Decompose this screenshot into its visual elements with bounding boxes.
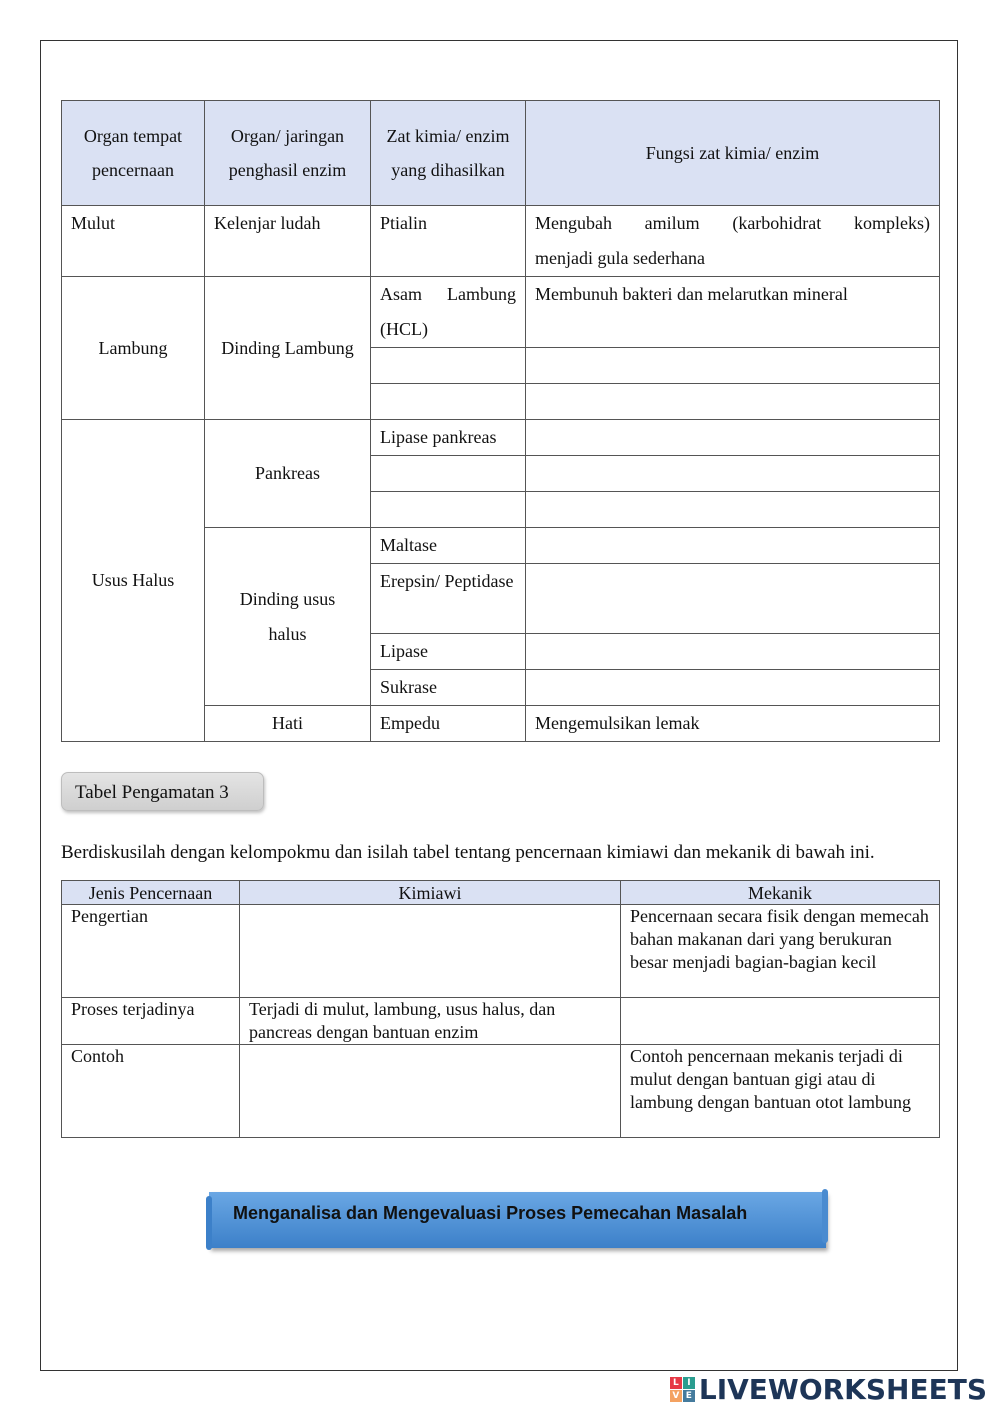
enzyme-blank[interactable] bbox=[371, 456, 526, 492]
enzyme-word: Asam bbox=[380, 284, 422, 304]
gland-hati: Hati bbox=[205, 706, 371, 742]
function-blank[interactable] bbox=[526, 528, 940, 564]
enzyme-ptialin: Ptialin bbox=[371, 206, 526, 277]
liveworksheets-logo-icon bbox=[670, 1377, 695, 1402]
enzyme-sukrase: Sukrase bbox=[371, 670, 526, 706]
organ-mulut: Mulut bbox=[62, 206, 205, 277]
organ-lambung: Lambung bbox=[62, 277, 205, 420]
instruction-text: Berdiskusilah dengan kelompokmu dan isilah tabel tentang pencernaan kimiawi dan mekanik di bawah ini. bbox=[61, 842, 875, 863]
function-word: kompleks) bbox=[853, 213, 930, 233]
logo-letter: I bbox=[683, 1377, 695, 1389]
enzyme-line: (HCL) bbox=[380, 319, 428, 339]
header-organ: Organ tempat pencernaan bbox=[62, 101, 205, 206]
enzyme-empedu: Empedu bbox=[371, 706, 526, 742]
row-label-pengertian: Pengertian bbox=[62, 905, 240, 998]
function-blank[interactable] bbox=[526, 492, 940, 528]
row-label-proses: Proses terjadinya bbox=[62, 998, 240, 1045]
header-mekanik: Mekanik bbox=[621, 881, 940, 905]
table-label: Tabel Pengamatan 3 bbox=[61, 772, 264, 811]
logo-letter: L bbox=[670, 1377, 682, 1389]
function-blank[interactable] bbox=[526, 670, 940, 706]
mekanik-contoh: Contoh pencernaan mekanis terjadi di mulut dengan bantuan gigi atau di lambung dengan bantuan otot lambung bbox=[621, 1045, 940, 1138]
function-word: amilum bbox=[644, 213, 700, 233]
header-gland: Organ/ jaringan penghasil enzim bbox=[205, 101, 371, 206]
enzyme-word: Lambung bbox=[447, 284, 516, 304]
gland-dinding-usus-halus: Dinding usus halus bbox=[205, 528, 371, 706]
enzyme-blank[interactable] bbox=[371, 492, 526, 528]
header-jenis: Jenis Pencernaan bbox=[62, 881, 240, 905]
enzyme-blank[interactable] bbox=[371, 384, 526, 420]
enzyme-lipase-pankreas: Lipase pankreas bbox=[371, 420, 526, 456]
row-label-contoh: Contoh bbox=[62, 1045, 240, 1138]
header-kimiawi: Kimiawi bbox=[240, 881, 621, 905]
organ-usus-halus: Usus Halus bbox=[62, 420, 205, 742]
function-blank[interactable] bbox=[526, 420, 940, 456]
function-word: Mengubah bbox=[535, 213, 612, 233]
gland-dinding-lambung: Dinding Lambung bbox=[205, 277, 371, 420]
watermark-text: LIVEWORKSHEETS bbox=[698, 1372, 987, 1406]
function-blank[interactable] bbox=[526, 384, 940, 420]
section-banner: Menganalisa dan Mengevaluasi Proses Pemecahan Masalah bbox=[209, 1192, 826, 1248]
kimiawi-proses: Terjadi di mulut, lambung, usus halus, dan pancreas dengan bantuan enzim bbox=[240, 998, 621, 1045]
gland-pankreas: Pankreas bbox=[205, 420, 371, 528]
logo-letter: E bbox=[683, 1390, 695, 1402]
answer-blank[interactable] bbox=[621, 998, 940, 1045]
header-enzyme: Zat kimia/ enzim yang dihasilkan bbox=[371, 101, 526, 206]
answer-blank[interactable] bbox=[240, 1045, 621, 1138]
enzyme-asam-lambung bbox=[371, 277, 526, 348]
liveworksheets-watermark bbox=[670, 1372, 987, 1406]
function-empedu: Mengemulsikan lemak bbox=[526, 706, 940, 742]
enzyme-blank[interactable] bbox=[371, 348, 526, 384]
function-word: (karbohidrat bbox=[732, 213, 822, 233]
function-blank[interactable] bbox=[526, 634, 940, 670]
function-asam-lambung: Membunuh bakteri dan melarutkan mineral bbox=[526, 277, 940, 348]
enzyme-lipase: Lipase bbox=[371, 634, 526, 670]
enzyme-erepsin: Erepsin/ Peptidase bbox=[371, 564, 526, 634]
function-line: menjadi gula sederhana bbox=[535, 248, 705, 268]
function-blank[interactable] bbox=[526, 456, 940, 492]
answer-blank[interactable] bbox=[240, 905, 621, 998]
function-blank[interactable] bbox=[526, 348, 940, 384]
gland-kelenjar-ludah: Kelenjar ludah bbox=[205, 206, 371, 277]
enzyme-maltase: Maltase bbox=[371, 528, 526, 564]
function-blank[interactable] bbox=[526, 564, 940, 634]
header-function: Fungsi zat kimia/ enzim bbox=[526, 101, 940, 206]
mekanik-pengertian: Pencernaan secara fisik dengan memecah bahan makanan dari yang berukuran besar menjadi bagian-bagian kecil bbox=[621, 905, 940, 998]
digestion-type-table bbox=[61, 880, 940, 1138]
enzyme-table bbox=[61, 100, 940, 742]
function-ptialin bbox=[526, 206, 940, 277]
logo-letter: V bbox=[670, 1390, 682, 1402]
